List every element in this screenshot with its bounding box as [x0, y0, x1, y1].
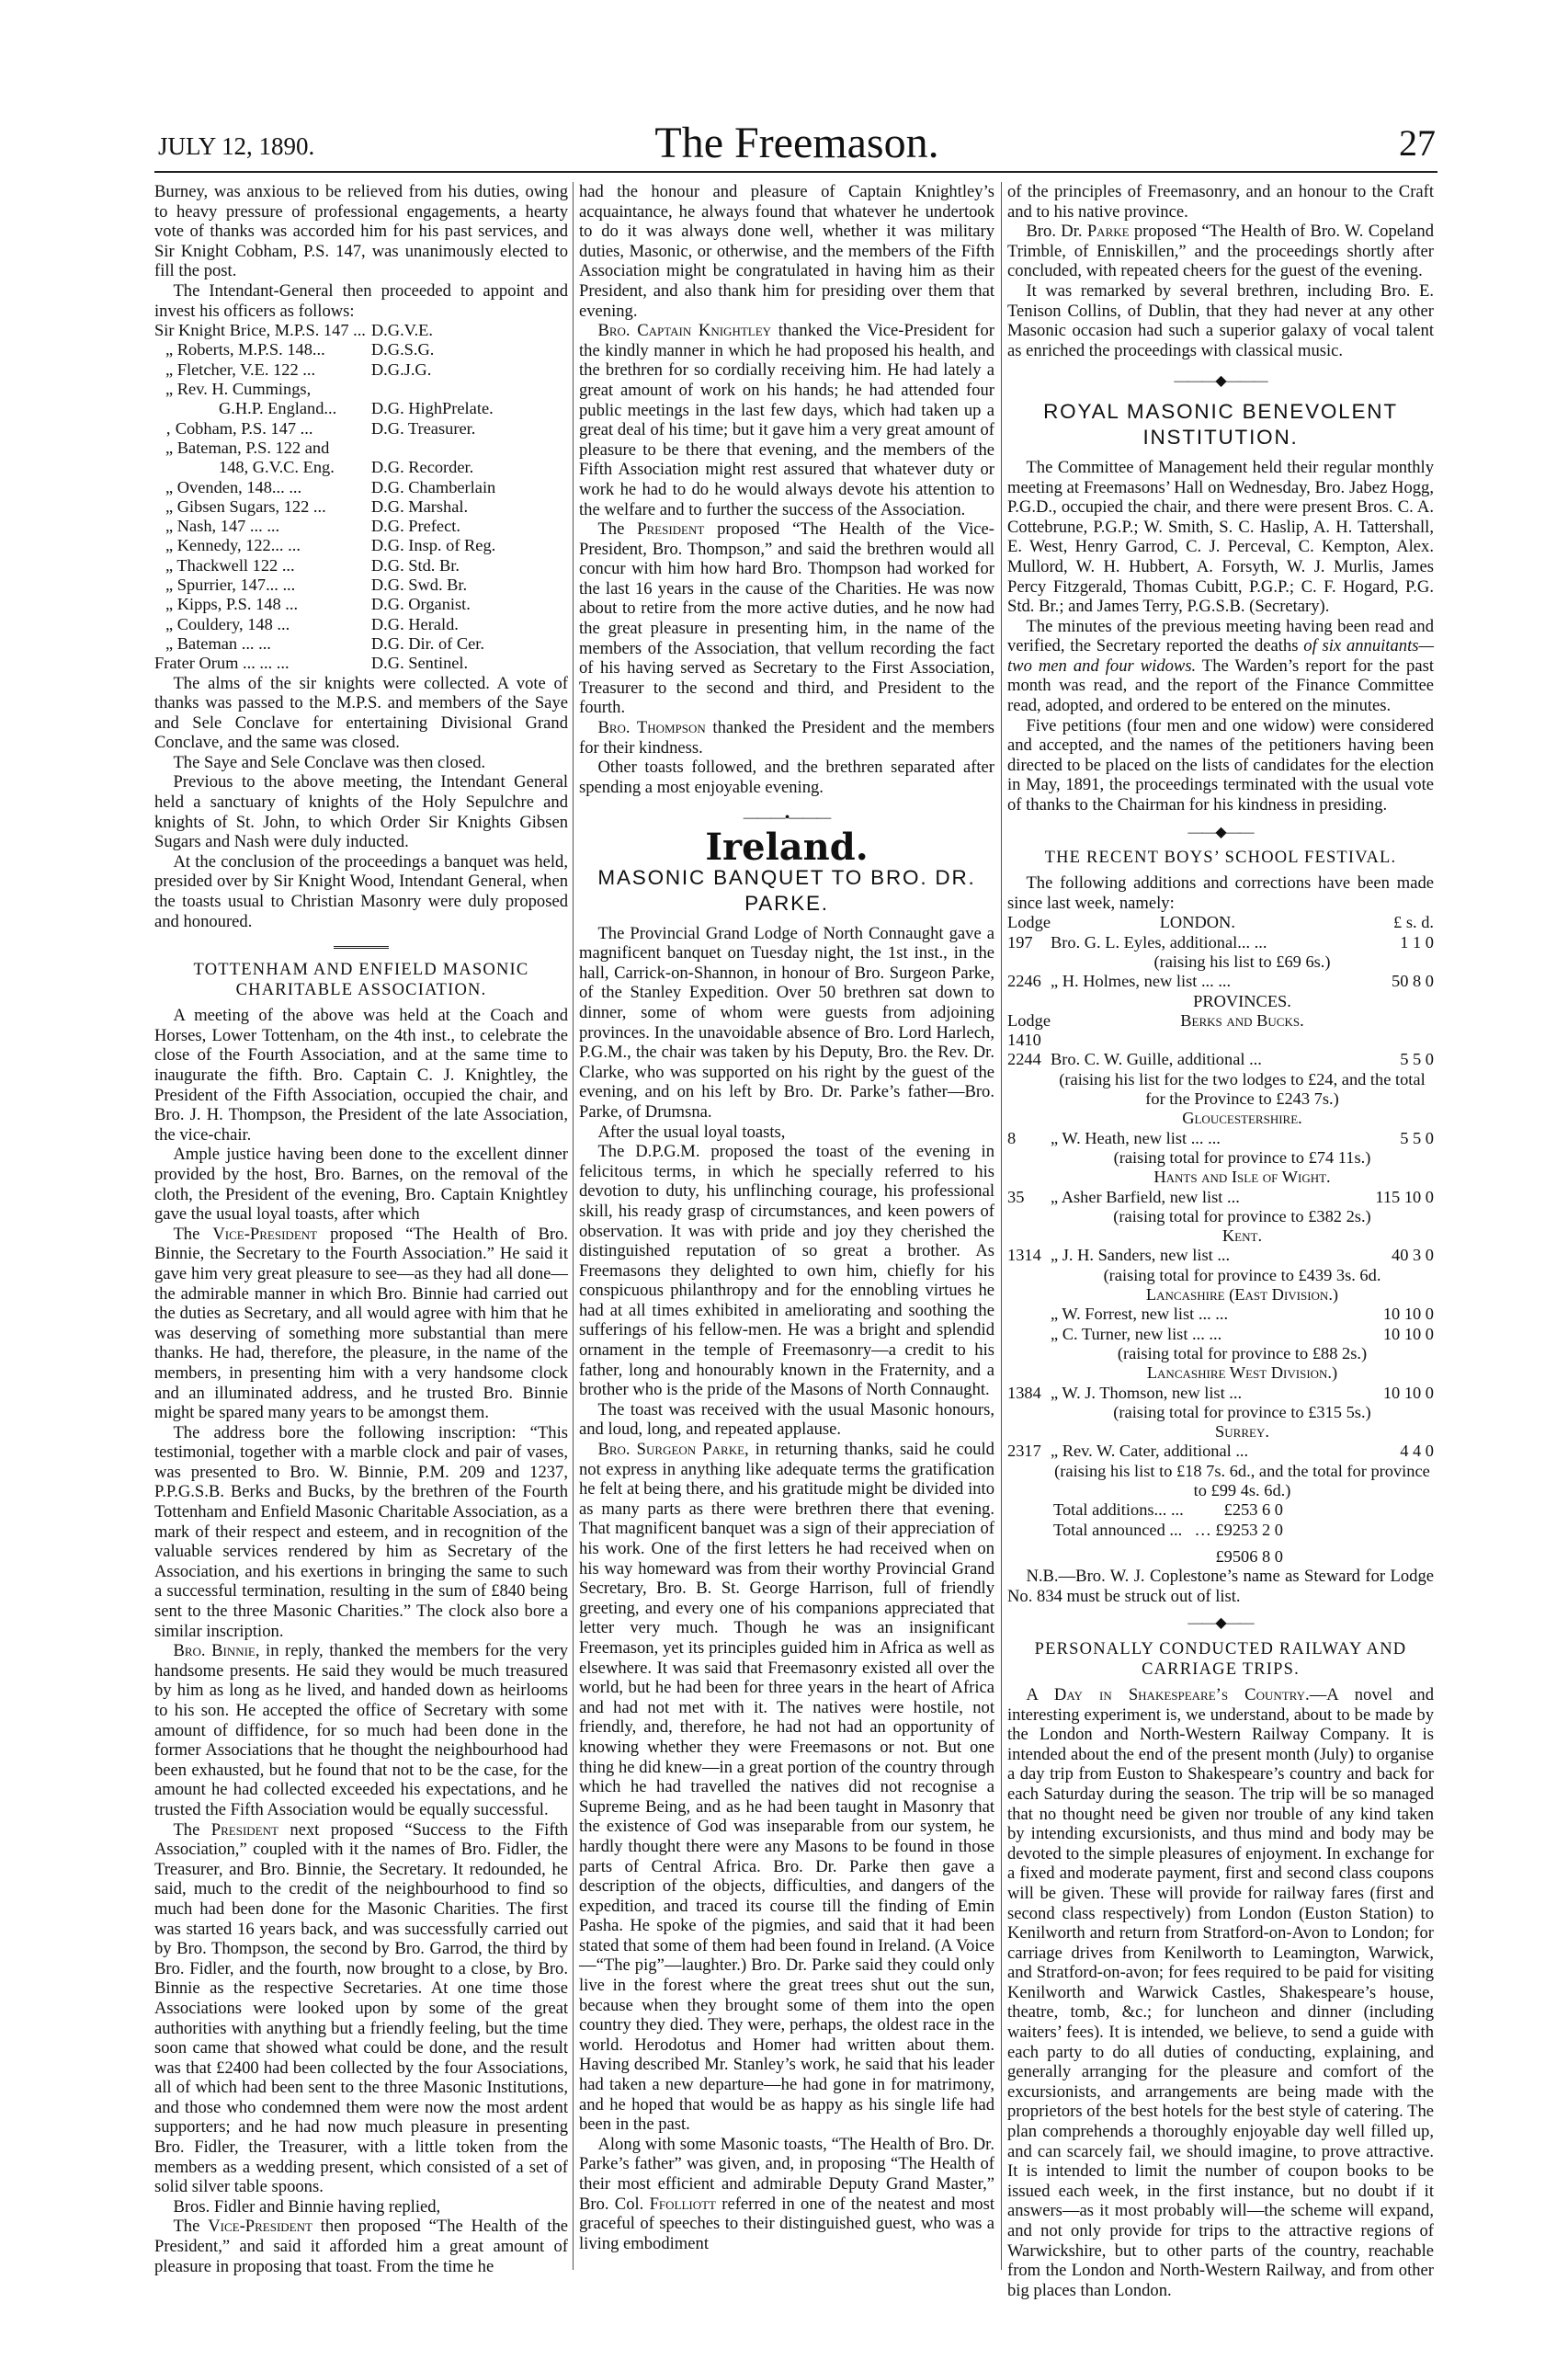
- donation-row: [1007, 1226, 1434, 1246]
- officer-office: [371, 380, 495, 399]
- officer-name: „ Ovenden, 148... ...: [165, 477, 302, 496]
- officer-office: D.G. HighPrelate.: [370, 399, 494, 418]
- donation-amount: £ s. d.: [1393, 913, 1434, 932]
- total-label: [1053, 1544, 1190, 1567]
- separator-ornament: ———◆———: [1174, 373, 1267, 390]
- donation-row: [1007, 1462, 1434, 1501]
- total-row: [1053, 1500, 1283, 1520]
- donation-note: (raising total for province to £74 11s.): [1113, 1147, 1371, 1167]
- donor-name: „ W. J. Thomson, new list ...: [1050, 1383, 1243, 1402]
- officer-office: D.G. Chamberlain: [370, 477, 496, 496]
- paragraph: Ample justice having been done to the excellent dinner provided by the host, Bro. Barnes, on the removal of the cloth, the President of the evening, Bro. Captain Knightley gave the usual loyal toasts, after which: [154, 1145, 568, 1225]
- paragraph: Bro. Binnie, in reply, thanked the members for the very handsome presents. He said they would be much treasured by him as long as he lived, and handed down as heirlooms to his son. He accepted the office of Secretary with some amount of diffidence, for so much had been done in the former Associations that he thought the neighbourhood had been exhausted, but he found that not to be the case, for the amount he had collected exceeded his expectations, and he trusted the Fifth Association would be equally successful.: [154, 1641, 568, 1819]
- officer-name: „ Kipps, P.S. 148 ...: [165, 595, 299, 614]
- lodge-number: [1007, 952, 1051, 972]
- donation-row: [1007, 1305, 1434, 1324]
- officer-row: [154, 399, 495, 418]
- paragraph: Bro. Dr. Parke proposed “The Health of Bro. W. Copeland Trimble, of Enniskillen,” and the proceedings shortly after concluded, with repeated cheers for the guest of the evening.: [1007, 222, 1435, 281]
- donor-name: „ J. H. Sanders, new list ...: [1050, 1246, 1231, 1265]
- donation-amount: 1 1 0: [1400, 932, 1434, 952]
- donation-note: (raising his list for the two lodges to £24, and the total for the Province to £243 7s.): [1059, 1069, 1426, 1109]
- officer-name: G.H.P. England...: [219, 399, 337, 418]
- paragraph: The toast was received with the usual Masonic honours, and loud, long, and repeated applause.: [579, 1399, 994, 1440]
- paragraph: The alms of the sir knights were collected. A vote of thanks was passed to the M.P.S. and members of the Saye and Sele Conclave for entertaining Divisional Grand Conclave, and the same was closed.: [154, 673, 568, 753]
- donor-name: [1051, 1031, 1345, 1050]
- officer-row: [154, 419, 495, 439]
- paragraph: The D.P.G.M. proposed the toast of the evening in felicitous terms, in which he specially referred to his devotion to duty, his unflinching courage, his professional skill, his ready grasp of circumstances, and keen powers of observation. It was with pride and joy they cherished the distinguished reputation of so great a brother. As Freemasons they delighted to own him, chiefly for his conspicuous philanthropy and for the ennobling virtues he had at all times exhibited in ameliorating and soothing the sufferings of his fellow-men. He was a bright and splendid ornament in the temple of Freemasonry—a credit to his father, long and honourably known in the Fraternity, and a brother who is the pride of the Masons of North Connaught.: [579, 1142, 994, 1400]
- donor-name: Bro. C. W. Guille, additional ...: [1050, 1050, 1262, 1069]
- officer-office: D.G. Prefect.: [370, 517, 460, 536]
- total-amount: … £9253 2 0: [1194, 1520, 1283, 1539]
- officer-office: D.G. Sentinel.: [370, 654, 469, 673]
- donation-row: [1007, 1207, 1434, 1226]
- officer-row: [154, 340, 495, 359]
- paragraph: The Provincial Grand Lodge of North Connaught gave a magnificent banquet on Tuesday night, the 1st inst., in the hall, Carrick-on-Shannon, in honour of Bro. Surgeon Parke, of the Stanley Expedition. Over 50 brethren sat down to dinner, some of whom were guests from adjoining provinces. In the unavoidable absence of Bro. Lord Harlech, P.G.M., the chair was taken by his Deputy, Bro. the Rev. Dr. Clarke, who was supported on his right by the guest of the evening, and on his left by Bro. Dr. Parke’s father—Bro. Parke, of Drumsna.: [579, 923, 994, 1122]
- officer-office: D.G. Organist.: [370, 595, 471, 614]
- county-heading: Gloucestershire.: [1182, 1109, 1302, 1128]
- officer-office: D.G. Dir. of Cer.: [370, 633, 485, 653]
- donation-row: [1007, 1148, 1434, 1168]
- paragraph: The Saye and Sele Conclave was then closed.: [173, 752, 486, 772]
- paragraph: The Vice-President then proposed “The Health of the President,” and said it afforded him a great amount of pleasure in proposing that toast. From the time he: [154, 2217, 569, 2276]
- officer-office: [371, 439, 495, 458]
- donor-name: LONDON.: [1159, 913, 1235, 932]
- officer-row: [154, 576, 495, 595]
- lodge-number: [1007, 1462, 1051, 1501]
- paragraph: The President proposed “The Health of the Vice-President, Bro. Thompson,” and said the brethren would all concur with him how hard Bro. Thompson had worked for the last 16 years in the cause of the Charities. He was now about to retire from the more active duties, and he now had the great pleasure in presenting him, in the name of the members of the Association, that vellum recording the fact of his having served as Secretary to the First Association, Treasurer to the second and third, and President to the fourth.: [579, 519, 994, 718]
- donation-note: (raising total for province to £315 5s.): [1113, 1402, 1371, 1421]
- donation-row: [1007, 1050, 1434, 1069]
- total-label: Total announced ...: [1053, 1520, 1183, 1539]
- donation-row: [1007, 1403, 1434, 1422]
- donor-name: „ C. Turner, new list ... ...: [1050, 1324, 1222, 1343]
- officer-office: D.G. Recorder.: [370, 458, 474, 477]
- column-divider: [573, 182, 574, 2270]
- lodge-number: [1007, 1168, 1051, 1187]
- section-rule: [334, 946, 389, 949]
- section-heading: MASONIC BANQUET TO BRO. DR. PARKE.: [597, 865, 976, 915]
- lodge-number: 1410: [1007, 1031, 1041, 1050]
- paragraph: had the honour and pleasure of Captain Knightley’s acquaintance, he always found that whatever he undertook to do it was always done well, whether it was military duties, Masonic, or otherwise, and the members of the Fifth Association might be congratulated in having him as their President, and also thank him for presiding over them that evening.: [579, 182, 994, 321]
- donation-row: [1007, 933, 1434, 952]
- officer-name: „ Bateman, P.S. 122 and: [165, 438, 330, 457]
- officer-name: 148, G.V.C. Eng.: [219, 458, 335, 477]
- paragraph: A meeting of the above was held at the Coach and Horses, Lower Tottenham, on the 4th inst., to celebrate the close of the Fourth Association, and at the same time to inaugurate the fifth. Bro. Captain C. J. Knightley, the President of the Fifth Association, occupied the chair, and Bro. J. H. Thompson, the President of the late Association, the vice-chair.: [154, 1006, 568, 1145]
- donation-row: [1007, 1363, 1434, 1383]
- officer-name: „ Spurrier, 147... ...: [165, 576, 296, 595]
- officer-name: „ Bateman ... ...: [165, 633, 271, 653]
- lodge-number: [1007, 1305, 1051, 1324]
- donation-amount: 10 10 0: [1382, 1324, 1434, 1343]
- page-number: 27: [1399, 122, 1436, 164]
- officer-row: [154, 321, 495, 340]
- donation-row: [1007, 1266, 1434, 1285]
- paragraph: The address bore the following inscription: “This testimonial, together with a marble clock and pair of vases, was presented to Bro. W. Binnie, P.M. 209 and 1237, P.P.G.S.B. Berks and Bucks, by the brethren of the Fourth Tottenham and Enfield Masonic Charitable Association, as a mark of their respect and esteem, and in recognition of the valuable services rendered by him as Secretary of the Association, and his exertions in bringing the same to such a successful termination, resulting in the sum of £840 being sent to the three Masonic Charities.” The clock also bore a similar inscription.: [154, 1422, 568, 1641]
- column-divider: [1001, 182, 1002, 2270]
- paragraph: Along with some Masonic toasts, “The Health of Bro. Dr. Parke’s father” was given, and, in proposing “The Health of their most efficient and admirable Deputy Grand Master,” Bro. Col. Ffolliott referred in one of the neatest and most graceful of speeches to their distinguished guest, who was a living embodiment: [579, 2134, 994, 2253]
- lodge-number: [1007, 1285, 1051, 1305]
- lodge-number: [1007, 1207, 1051, 1226]
- lodge-number: [1007, 1148, 1051, 1168]
- separator-ornament: ——◆——: [1187, 824, 1254, 840]
- paragraph: Other toasts followed, and the brethren separated after spending a most enjoyable evening.: [579, 758, 994, 797]
- donation-row: [1007, 1188, 1434, 1207]
- paragraph: Burney, was anxious to be relieved from his duties, owing to heavy pressure of professional engagements, a hearty vote of thanks was accorded him for his past services, and Sir Knight Cobham, P.S. 147, was unanimously elected to fill the post.: [154, 182, 568, 281]
- paragraph: The President next proposed “Success to the Fifth Association,” coupled with it the names of Bro. Fidler, the Treasurer, and Bro. Binnie, the Secretary. It redounded, he said, much to the credit of the neighbourhood to find so much had been done for the Masonic Charities. The first was started 16 years back, and was successfully carried out by Bro. Thompson, the second by Bro. Garrod, the third by Bro. Fidler, and the fourth, now brought to a close, by Bro. Binnie as the respective Secretaries. At one time those Associations were looked upon by some of the great authorities with anything but a friendly feeling, but the time soon came that showed what could be done, and the result was that £2400 had been collected by the four Associations, all of which had been sent to the three Masonic Institutions, and those who condemned them were now the most ardent supporters; and he had now much pleasure in presenting Bro. Fidler, the Treasurer, with a little token from the members as a wedding present, which consisted of a set of solid silver table spoons.: [154, 1819, 568, 2197]
- lodge-number: 35: [1007, 1187, 1025, 1206]
- paragraph: A Day in Shakespeare’s Country.—A novel and interesting experiment is, we understand, about to be made by the London and North-Western Railway Company. It is intended about the end of the present month (July) to organise a day trip from Euston to Shakespeare’s country and back for each Saturday during the season. The trip will be so managed that no thought need be given nor trouble of any kind taken by intending excursionists, and thus mind and body may be devoted to the simple pleasures of enjoyment. In exchange for a fixed and moderate payment, first and second class coupons will be given. These will provide for railway fares (first and second class respectively) from London (Euston Station) to Kenilworth and return from Stratford-on-Avon to London; for carriage drives from Kenilworth to Leamington, Warwick, and Stratford-on-avon; for fees required to be paid for visiting Kenilworth and Warwick Castles, Shakespeare’s house, theatre, tomb, &c.; for luncheon and dinner (including waiters’ fees). It is intended, we believe, to send a guide with each party to do all duties of conducting, explaining, and generally arranging for the pleasure and comfort of the excursionists, and arrangements are being made with the proprietors of the best hotels for the best style of catering. The plan comprehends a thoroughly enjoyable day well filled up, and can scarcely fail, we should imagine, to prove attractive. It is intended to limit the number of coupon books to be issued each week, in the first instance, but no doubt if it answers—as it most probably will—the scheme will expand, and not only provide for trips to the attractive regions of Warwickshire, but to other parts of the country, reachable from the London and North-Western Railway, and from other big places than London.: [1007, 1684, 1435, 2300]
- paragraph: Bro. Thompson thanked the President and the members for their kindness.: [579, 718, 994, 758]
- donation-amount: [1345, 1031, 1434, 1050]
- donor-name: „ Rev. W. Cater, additional ...: [1050, 1442, 1249, 1461]
- lodge-number: [1007, 1266, 1051, 1285]
- donation-amount: 5 5 0: [1400, 1050, 1434, 1069]
- total-row: [1053, 1544, 1283, 1567]
- officer-row: [154, 556, 495, 576]
- lodge-number: [1007, 1226, 1051, 1246]
- paragraph: Bros. Fidler and Binnie having replied,: [173, 2196, 441, 2217]
- donation-note: (raising his list to £69 6s.): [1153, 952, 1331, 971]
- column-2: [579, 182, 994, 2270]
- lodge-number: [1007, 992, 1051, 1011]
- officer-office: D.G. Std. Br.: [370, 555, 460, 575]
- donation-note: (raising total for province to £439 3s. 6d.: [1103, 1265, 1381, 1284]
- donation-amount: 5 5 0: [1400, 1128, 1434, 1147]
- officer-office: D.G. Swd. Br.: [370, 576, 468, 595]
- donation-row: [1007, 913, 1434, 932]
- total-row: [1053, 1521, 1283, 1544]
- officer-office: D.G.S.G.: [370, 340, 435, 359]
- column-1: [154, 182, 569, 2276]
- officer-name: „ Kennedy, 122... ...: [165, 536, 301, 555]
- paragraph: Five petitions (four men and one widow) were considered and accepted, and the names of the petitioners having been directed to be placed on the lists of candidates for the election in May, 1891, the proceedings terminated with the usual vote of thanks to the Chairman for his kindness in presiding.: [1007, 715, 1434, 815]
- county-heading: Berks and Bucks.: [1180, 1010, 1304, 1030]
- county-heading: Hants and Isle of Wight.: [1153, 1168, 1331, 1187]
- lodge-number: 8: [1007, 1128, 1017, 1147]
- county-heading: Surrey.: [1215, 1422, 1269, 1442]
- officer-row: [154, 517, 495, 536]
- donation-row: [1007, 1442, 1434, 1461]
- officer-row: [154, 615, 495, 634]
- paragraph: At the conclusion of the proceedings a banquet was held, presided over by Sir Knight Wood, Intendant General, when the toasts usual to Christian Masonry were duly proposed and honoured.: [154, 851, 568, 931]
- donation-row: [1007, 1384, 1434, 1403]
- officer-name: „ Rev. H. Cummings,: [165, 380, 312, 399]
- county-heading: Lancashire (East Division.): [1145, 1285, 1339, 1305]
- lodge-number: [1007, 1325, 1051, 1344]
- officers-table: [154, 321, 495, 673]
- lodge-number: [1007, 1363, 1051, 1383]
- paragraph: The Intendant-General then proceeded to appoint and invest his officers as follows:: [154, 280, 568, 321]
- section-heading: ROYAL MASONIC BENEVOLENT INSTITUTION.: [1043, 399, 1398, 449]
- lodge-number: Lodge: [1007, 913, 1051, 932]
- officer-name: „ Roberts, M.P.S. 148...: [165, 340, 325, 359]
- paragraph: Bro. Captain Knightley thanked the Vice-President for the kindly manner in which he had proposed his health, and the brethren for so cordially receiving him. He had lately a great amount of work on his hands; he had attended four public meetings in the last few days, which had taken up a great deal of his time; but it gave him a very great amount of pleasure to be there that evening, and the members of the Fifth Association might rest assured that whatever duty or work he had to do he would always devote his attention to the welfare and to further the success of the Association.: [579, 321, 994, 519]
- officer-name: „ Gibsen Sugars, 122 ...: [165, 496, 326, 516]
- lodge-number: [1007, 1403, 1051, 1422]
- officer-row: [154, 595, 495, 614]
- donation-amount: 50 8 0: [1392, 972, 1434, 991]
- donation-amount: 10 10 0: [1382, 1305, 1434, 1324]
- donation-note: (raising total for province to £88 2s.): [1117, 1343, 1368, 1362]
- officer-row: [154, 439, 495, 458]
- paragraph: The following additions and corrections have been made since last week, namely:: [1007, 873, 1434, 913]
- lodge-number: 2317: [1007, 1442, 1041, 1461]
- donation-row: [1007, 952, 1434, 972]
- page-header: [158, 118, 1436, 169]
- officer-row: [154, 654, 495, 673]
- donation-row: [1007, 1168, 1434, 1187]
- officer-row: [154, 458, 495, 477]
- paragraph: The Vice-President proposed “The Health of Bro. Binnie, the Secretary to the Fourth Association.” He said it gave him very great pleasure to see—as they had all done—the admirable manner in which Bro. Binnie had carried out the duties as Secretary, and all would agree with him that he was deserving of something more substantial than mere thanks. He had, therefore, the pleasure, in the name of the members, in presenting him with a very handsome clock and an illuminated address, and he trusted Bro. Binnie might be spared many years to be amongst them.: [154, 1224, 568, 1423]
- donations-table: [1007, 913, 1434, 1500]
- section-heading: THE RECENT BOYS’ SCHOOL FESTIVAL.: [1044, 849, 1397, 868]
- officer-row: [154, 380, 495, 399]
- lodge-number: 2244: [1007, 1050, 1041, 1069]
- lodge-number: [1007, 1344, 1051, 1363]
- totals-table: [1053, 1500, 1283, 1567]
- donation-row: [1007, 1344, 1434, 1363]
- donor-name: „ Asher Barfield, new list ...: [1050, 1187, 1240, 1206]
- section-heading: PERSONALLY CONDUCTED RAILWAY AND CARRIAGE TRIPS.: [1034, 1639, 1407, 1679]
- masthead-title: The Freemason.: [654, 119, 939, 167]
- donation-note: (raising his list to £18 7s. 6d., and the total for province to £99 4s. 6d.): [1054, 1461, 1430, 1500]
- officer-name: ‚ Cobham, P.S. 147 ...: [165, 418, 313, 438]
- paragraph: of the principles of Freemasonry, and an honour to the Craft and to his native province.: [1007, 182, 1434, 222]
- issue-date: JULY 12, 1890.: [158, 132, 315, 160]
- donor-name: „ W. Heath, new list ... ...: [1050, 1128, 1221, 1147]
- separator-ornament: ———•———: [743, 810, 831, 826]
- officer-office: D.G. Insp. of Reg.: [370, 536, 496, 555]
- donor-name: Bro. G. L. Eyles, additional... ...: [1050, 932, 1267, 952]
- lodge-number: [1007, 1422, 1051, 1442]
- total-label: Total additions... ...: [1053, 1500, 1184, 1520]
- lodge-number: Lodge: [1007, 1010, 1051, 1030]
- officer-name: „ Couldery, 148 ...: [165, 614, 290, 633]
- section-title-ireland: Ireland.: [705, 826, 869, 869]
- county-heading: PROVINCES.: [1193, 991, 1291, 1010]
- officer-name: „ Thackwell 122 ...: [165, 555, 295, 575]
- officer-row: [154, 634, 495, 654]
- county-heading: Lancashire West Division.): [1146, 1363, 1338, 1383]
- section-heading: TOTTENHAM AND ENFIELD MASONIC CHARITABLE ASSOCIATION.: [193, 961, 529, 1000]
- paragraph: After the usual loyal toasts,: [597, 1122, 786, 1142]
- paragraph: The Committee of Management held their regular monthly meeting at Freemasons’ Hall on Wednesday, Bro. Jabez Hogg, P.G.D., occupied the chair, and there were present Bros. C. A. Cottebrune, P.G.P.; W. Smith, S. C. Haslip, A. H. Tattershall, E. West, Henry Garrod, C. J. Perceval, C. Kempton, Alex. Mullord, W. H. Hubbert, A. Forsyth, W. J. Murlis, James Percy Fitzgerald, Thomas Cubitt, P.G.P.; C. F. Hogard, P.G. Std. Br.; and James Terry, P.G.S.B. (Secretary).: [1007, 457, 1434, 617]
- total-amount: £9506 8 0: [1215, 1546, 1283, 1566]
- officer-row: [154, 360, 495, 380]
- total-amount: £253 6 0: [1223, 1500, 1283, 1520]
- paragraph: N.B.—Bro. W. J. Coplestone’s name as Steward for Lodge No. 834 must be struck out of list.: [1007, 1567, 1434, 1606]
- donor-name: „ W. Forrest, new list ... ...: [1050, 1305, 1229, 1324]
- donation-row: [1007, 1325, 1434, 1344]
- officer-name: „ Fletcher, V.E. 122 ...: [165, 359, 316, 379]
- donation-row: [1007, 1129, 1434, 1148]
- donation-row: [1007, 1011, 1434, 1031]
- officer-office: D.G. Herald.: [370, 614, 459, 633]
- paragraph: It was remarked by several brethren, including Bro. E. Tenison Collins, of Dublin, that they had never at any other Masonic occasion had such a superior galaxy of vocal talent as enriched the proceedings with classical music.: [1007, 280, 1434, 360]
- donation-row: [1007, 1422, 1434, 1442]
- officer-office: D.G. Marshal.: [370, 496, 469, 516]
- officer-name: Sir Knight Brice, M.P.S. 147 ...: [154, 321, 366, 340]
- paragraph: Previous to the above meeting, the Intendant General held a sanctuary of knights of the Holy Sepulchre and knights of St. John, to which Order Sir Knights Gibsen Sugars and Nash were duly inducted.: [154, 772, 568, 852]
- header-rule: [154, 171, 1437, 173]
- lodge-number: [1007, 1070, 1051, 1110]
- donation-amount: 40 3 0: [1392, 1246, 1434, 1265]
- donation-row: [1007, 1031, 1434, 1050]
- officer-office: D.G. Treasurer.: [370, 418, 476, 438]
- donation-note: (raising total for province to £382 2s.): [1113, 1206, 1371, 1225]
- officer-name: „ Nash, 147 ... ...: [165, 517, 280, 536]
- donation-row: [1007, 1285, 1434, 1305]
- officer-row: [154, 536, 495, 555]
- separator-ornament: ——◆——: [1187, 1615, 1254, 1632]
- officer-row: [154, 478, 495, 497]
- lodge-number: 2246: [1007, 972, 1041, 991]
- officer-name: Frater Orum ... ... ...: [154, 654, 290, 673]
- paragraph: The minutes of the previous meeting having been read and verified, the Secretary reported the deaths of six annuitants—two men and four widows. The Warden’s report for the past month was read, and the report of the Finance Committee read, adopted, and ordered to be entered on the minutes.: [1007, 616, 1435, 716]
- donation-row: [1007, 972, 1434, 991]
- county-heading: Kent.: [1221, 1226, 1263, 1246]
- lodge-number: [1007, 1109, 1051, 1128]
- officer-office: D.G.V.E.: [370, 321, 434, 340]
- lodge-number: 1314: [1007, 1246, 1041, 1265]
- officer-office: D.G.J.G.: [370, 359, 432, 379]
- lodge-number: 1384: [1007, 1383, 1041, 1402]
- donation-amount: 115 10 0: [1375, 1187, 1434, 1206]
- donation-row: [1007, 1070, 1434, 1110]
- donor-name: „ H. Holmes, new list ... ...: [1050, 972, 1232, 991]
- paragraph: Bro. Surgeon Parke, in returning thanks, said he could not express in anything like adequate terms the gratification he felt at being there, and his gratitude might be divided into as many parts as there were brethren there that evening. That magnificent banquet was a sign of their appreciation of his work. One of the first letters he had received when on his way homeward was from their worthy Provincial Grand Secretary, Bro. B. St. George Harrison, full of friendly greeting, and every one of his companions appreciated that letter very much. Though he was an insignificant Freemason, yet its principles guided him in Africa as well as elsewhere. It was said that Freemasonry existed all over the world, but he had been for three years in the heart of Africa and had not met with it. The natives were hostile, not friendly, and, therefore, he had not had an opportunity of knowing whether they were Freemasons or not. But one thing he did knew—in a great portion of the country through which he had travelled the natives did not recognise a Supreme Being, and as he had been taught in Masonry that the existence of God was inseparable from our system, he hardly thought there were any Masons to be found in those parts of Central Africa. Bro. Dr. Parke then gave a description of the objects, difficulties, and dangers of the expedition, and traced its course till the finding of Emin Pasha. He spoke of the pigmies, and said that it had been stated that some of them had been found in Ireland. (A Voice—“The pig”—laughter.) Bro. Dr. Parke said they could only live in the forest where the great trees shut out the sun, because when they brought some of them into the open country they died. They were, perhaps, the oldest race in the world. Herodotus and Homer had written about them. Having described Mr. Stanley’s work, he said that his leader had taken a new departure—he had gone in for matrimony, and he hoped that would be as happy as his single life had been in the past.: [579, 1440, 994, 2135]
- column-3: [1007, 182, 1435, 2300]
- donation-row: [1007, 992, 1434, 1011]
- officer-row: [154, 497, 495, 517]
- donation-amount: 4 4 0: [1400, 1442, 1434, 1461]
- donation-row: [1007, 1246, 1434, 1265]
- donation-amount: 10 10 0: [1382, 1383, 1434, 1402]
- lodge-number: 197: [1007, 932, 1033, 952]
- donation-row: [1007, 1109, 1434, 1128]
